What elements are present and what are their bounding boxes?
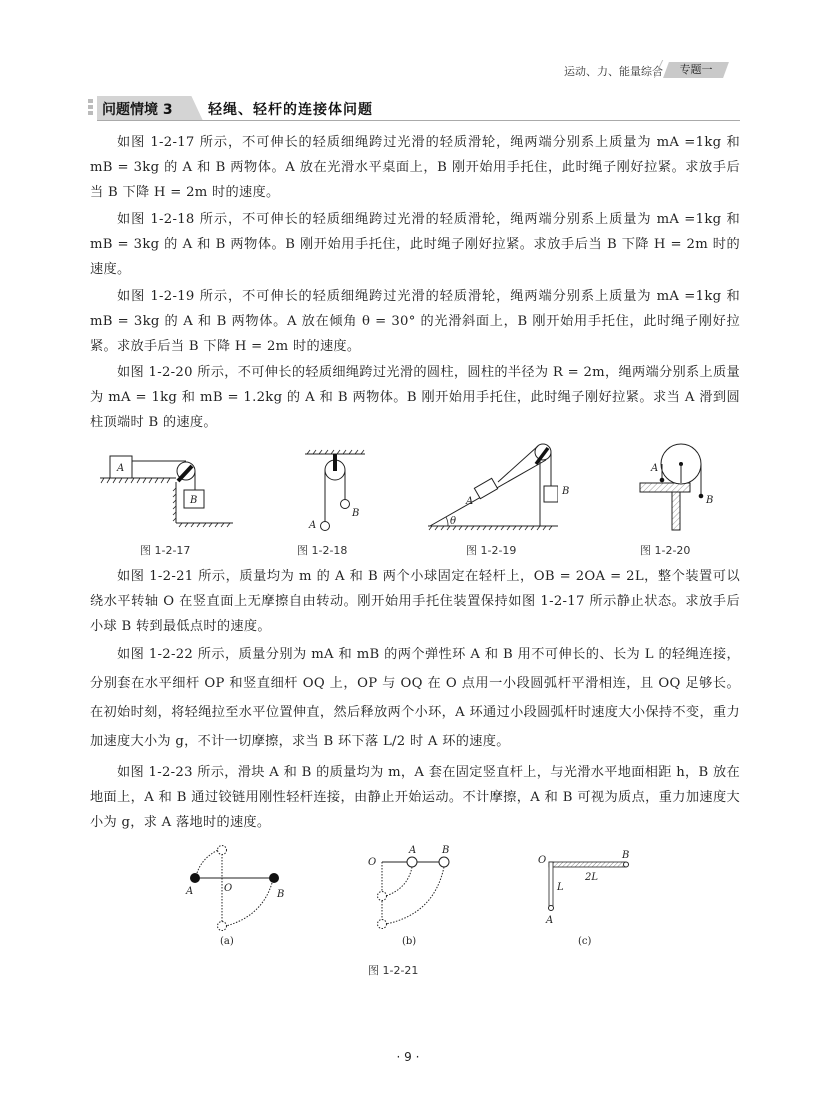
svg-text:2L: 2L <box>585 872 599 883</box>
svg-text:B: B <box>562 486 570 497</box>
figure-1-2-21a <box>180 842 290 952</box>
header-topic: 运动、力、能量综合 <box>564 65 663 78</box>
svg-text:A: A <box>117 463 125 474</box>
decorative-dots <box>88 99 94 117</box>
svg-text:B: B <box>622 850 630 861</box>
caption-1-2-20: 图 1-2-20 <box>640 544 691 557</box>
svg-text:A: A <box>309 520 317 531</box>
problem-1-2-21: 如图 1-2-21 所示，质量均为 m 的 A 和 B 两个小球固定在轻杆上，OB = 2OA = 2L，整个装置可以绕水平转轴 O 在竖直面上无摩擦自由转动。刚开始用手托住装置保持如图 1-2-17 所示静止状态。求放手后小球 B 转到最低点时的速度。 <box>90 569 740 634</box>
problem-1-2-20: 如图 1-2-20 所示，不可伸长的轻质细绳跨过光滑的圆柱，圆柱的半径为 R = 2m，绳两端分别系上质量为 mA = 1kg 和 mB = 1.2kg 的 A 和 B 两物体。B 刚开始用手托住，此时绳子刚好拉紧。求当 A 滑到圆柱顶端时 B 的速度。 <box>90 365 740 430</box>
section-heading <box>88 96 740 120</box>
svg-text:θ: θ <box>450 516 457 527</box>
caption-1-2-18: 图 1-2-18 <box>297 544 348 557</box>
problem-1-2-17: 如图 1-2-17 所示，不可伸长的轻质细绳跨过光滑的轻质滑轮，绳两端分别系上质量为 mA =1kg 和 mB = 3kg 的 A 和 B 两物体。A 放在光滑水平桌面上，B 刚开始用手托住，此时绳子刚好拉紧。求放手后当 B 下降 H = 2m 时的速度。 <box>90 135 740 200</box>
page-number: · 9 · <box>396 1050 420 1064</box>
svg-text:L: L <box>557 882 564 893</box>
svg-text:B: B <box>442 845 450 856</box>
caption-1-2-21: 图 1-2-21 <box>368 964 419 977</box>
svg-text:O: O <box>538 855 547 866</box>
figure-1-2-21b <box>362 842 462 952</box>
svg-text:O: O <box>224 883 233 894</box>
problem-1-2-19: 如图 1-2-19 所示，不可伸长的轻质细绳跨过光滑的轻质滑轮，绳两端分别系上质量为 mA =1kg 和 mB = 3kg 的 A 和 B 两物体。A 放在倾角 θ = 30° 的光滑斜面上，B 刚开始用手托住，此时绳子刚好拉紧。求放手后当 B 下降 H = 2m 时的速度。 <box>90 289 740 354</box>
figure-1-2-20 <box>638 440 728 535</box>
header-tag: 专题一 <box>663 62 729 78</box>
svg-text:A: A <box>409 845 417 856</box>
figure-1-2-18 <box>300 448 370 533</box>
svg-text:A: A <box>186 886 194 897</box>
figure-1-2-17 <box>98 448 238 528</box>
problem-1-2-18: 如图 1-2-18 所示，不可伸长的轻质细绳跨过光滑的轻质滑轮，绳两端分别系上质量为 mA =1kg 和 mB = 3kg 的 A 和 B 两物体。B 刚开始用手托住，此时绳子刚好拉紧。求放手后当 B 下降 H = 2m 时的速度。 <box>90 212 740 277</box>
svg-text:O: O <box>368 857 377 868</box>
figure-1-2-21c <box>530 848 640 948</box>
svg-text:B: B <box>352 508 360 519</box>
svg-text:(a): (a) <box>220 936 234 947</box>
svg-text:B: B <box>190 495 198 506</box>
caption-1-2-19: 图 1-2-19 <box>466 544 517 557</box>
svg-text:B: B <box>277 889 285 900</box>
section-title: 轻绳、轻杆的连接体问题 <box>208 102 373 118</box>
svg-text:(c): (c) <box>578 936 592 947</box>
svg-text:A: A <box>546 915 554 926</box>
svg-text:B: B <box>706 495 714 506</box>
problem-1-2-22: 如图 1-2-22 所示，质量分别为 mA 和 mB 的两个弹性环 A 和 B 用不可伸长的、长为 L 的轻绳连接，分别套在水平细杆 OP 和竖直细杆 OQ 上，OP 与 OQ 在 O 点用一小段圆弧杆平滑相连，且 OQ 足够长。在初始时刻，将轻绳拉至水平位置伸直，然后释放两个小环，A 环通过小段圆弧杆时速度大小保持不变，重力加速度大小为 g，不计一切摩擦，求当 B 环下落 L/2 时 A 环的速度。 <box>90 647 740 749</box>
problem-1-2-23: 如图 1-2-23 所示，滑块 A 和 B 的质量均为 m，A 套在固定竖直杆上，与光滑水平地面相距 h，B 放在地面上，A 和 B 通过铰链用刚性轻杆连接，由静止开始运动。不计摩擦，A 和 B 可视为质点，重力加速度大小为 g，求 A 落地时的速度。 <box>90 765 740 830</box>
running-header <box>560 62 740 80</box>
svg-text:A: A <box>466 496 474 507</box>
section-label: 问题情境 3 <box>102 102 173 118</box>
figure-1-2-19 <box>418 440 558 532</box>
svg-text:A: A <box>651 463 659 474</box>
caption-1-2-17: 图 1-2-17 <box>140 544 191 557</box>
svg-text:(b): (b) <box>402 936 417 947</box>
